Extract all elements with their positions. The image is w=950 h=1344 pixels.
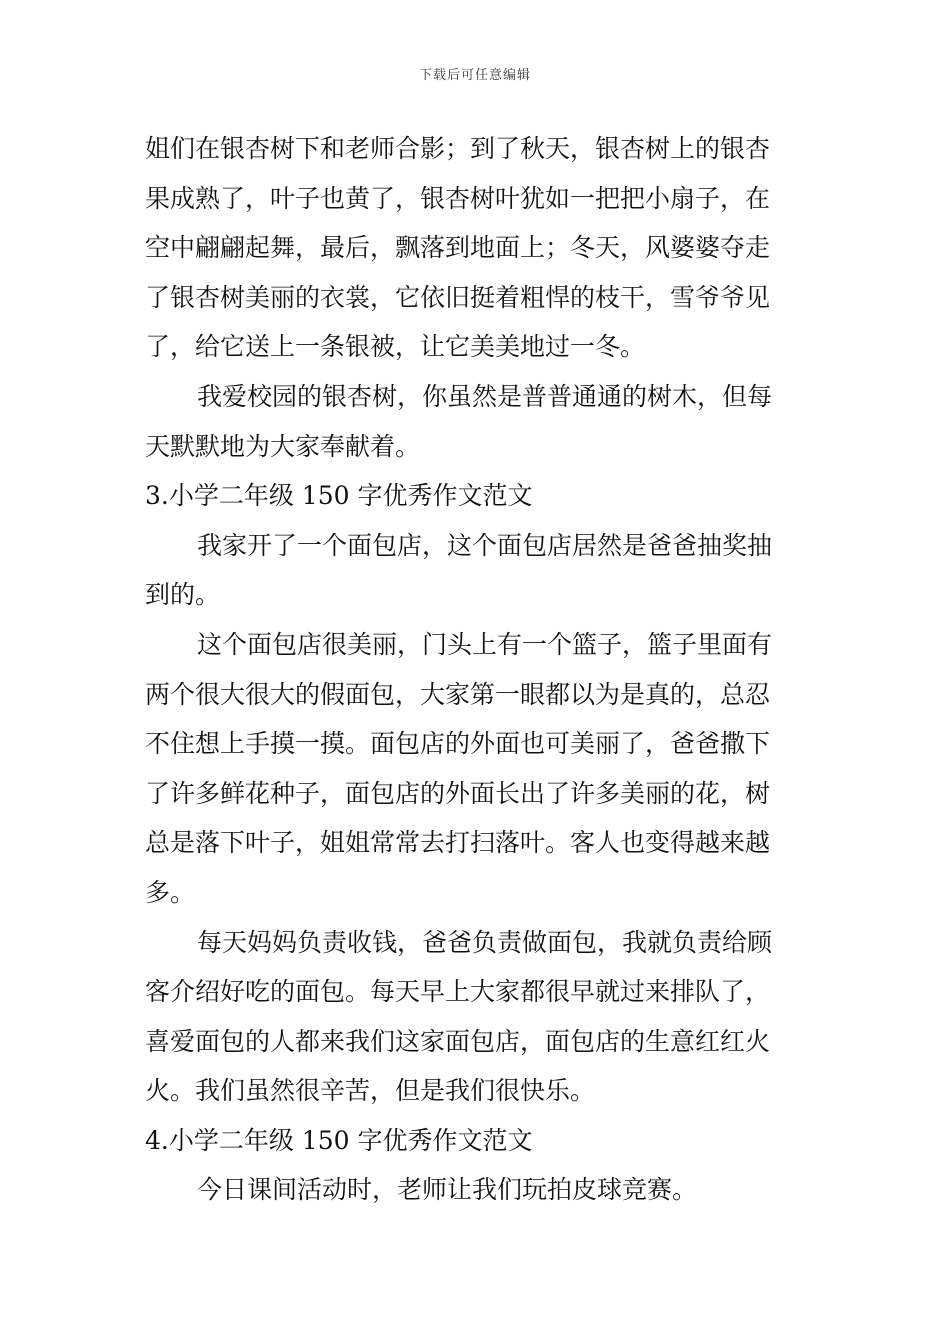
text-line: 了银杏树美丽的衣裳，它依旧挺着粗悍的枝干，雪爷爷见: [145, 282, 771, 312]
text-line: 姐们在银杏树下和老师合影；到了秋天，银杏树上的银杏: [145, 134, 771, 163]
paragraph-start-line: 我爱校园的银杏树，你虽然是普普通通的树木，但每: [197, 381, 773, 411]
section-heading: 4.小学二年级 150 字优秀作文范文: [145, 1125, 533, 1155]
text-line: 喜爱面包的人都来我们这家面包店，面包店的生意红红火: [145, 1026, 771, 1056]
text-line: 天默默地为大家奉献着。: [145, 431, 421, 461]
document-body: [145, 124, 809, 1215]
text-line: 到的。: [145, 580, 221, 610]
text-line: 不住想上手摸一摸。面包店的外面也可美丽了，爸爸撒下: [145, 729, 771, 759]
section-heading: 3.小学二年级 150 字优秀作文范文: [145, 481, 533, 511]
text-line: 火。我们虽然很辛苦，但是我们很快乐。: [145, 1076, 596, 1106]
text-line: 了，给它送上一条银被，让它美美地过一冬。: [145, 332, 646, 362]
page-header-note: 下载后可任意编辑: [418, 68, 531, 83]
text-line: 总是落下叶子，姐姐常常去打扫落叶。客人也变得越来越: [145, 828, 771, 858]
paragraph-start-line: 每天妈妈负责收钱，爸爸负责做面包，我就负责给顾: [197, 927, 773, 957]
paragraph-start-line: 这个面包店很美丽，门头上有一个篮子，篮子里面有: [197, 629, 773, 659]
paragraph-start-line: 我家开了一个面包店，这个面包店居然是爸爸抽奖抽: [197, 530, 773, 560]
text-line: 两个很大很大的假面包，大家第一眼都以为是真的，总忍: [145, 679, 771, 709]
text-line: 果成熟了，叶子也黄了，银杏树叶犹如一把把小扇子，在: [145, 183, 771, 213]
text-line: 了许多鲜花种子，面包店的外面长出了许多美丽的花，树: [145, 778, 771, 808]
text-line: 空中翩翩起舞，最后，飘落到地面上；冬天，风婆婆夺走: [145, 233, 771, 263]
paragraph-start-line: 今日课间活动时，老师让我们玩拍皮球竞赛。: [197, 1175, 698, 1205]
text-line: 多。: [145, 877, 196, 907]
text-line: 客介绍好吃的面包。每天早上大家都很早就过来排队了，: [145, 977, 771, 1007]
